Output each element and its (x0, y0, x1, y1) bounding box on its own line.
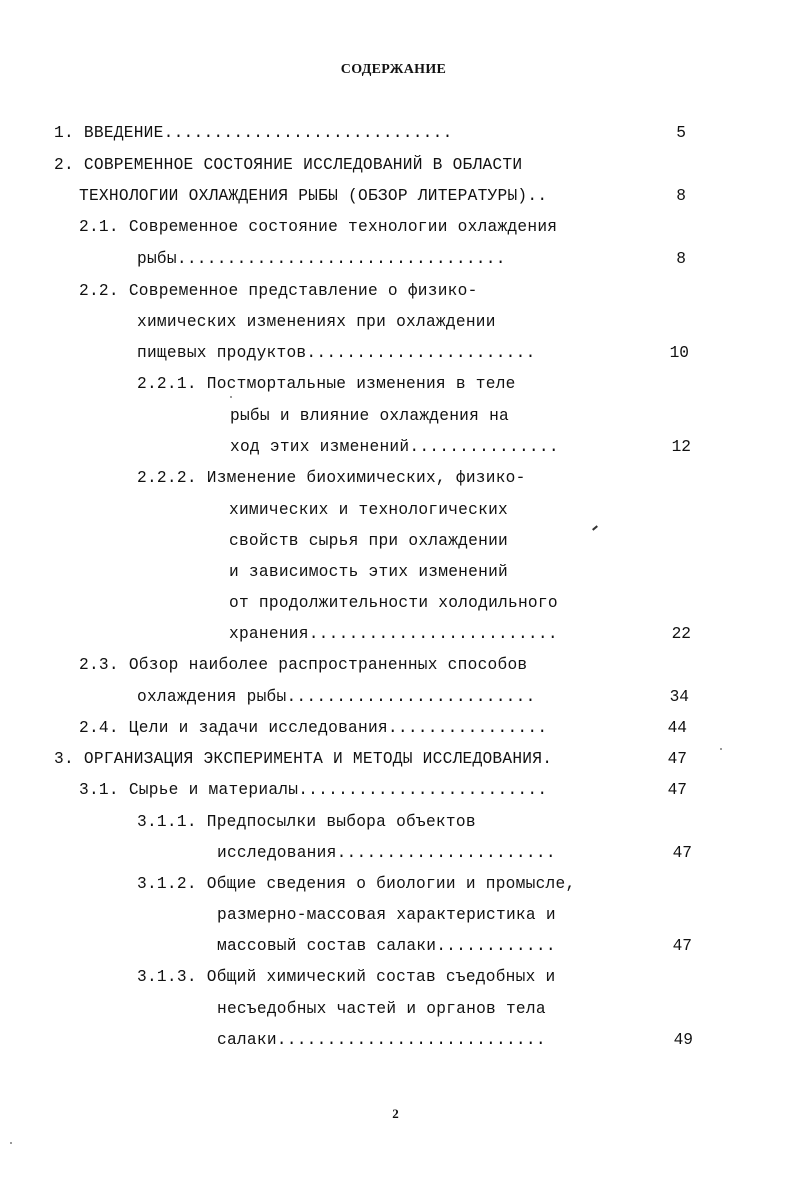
toc-line-3-1: 3.1. Сырье и материалы......................... (79, 781, 548, 799)
toc-line-2-4: 2.4. Цели и задачи исследования................ (79, 719, 548, 737)
toc-line-3-1-3-cont: салаки........................... (217, 1031, 546, 1049)
toc-page-number: 47 (672, 937, 692, 955)
toc-page-number: 44 (667, 719, 687, 737)
toc-line-2-2-2-cont: от продолжительности холодильного (229, 594, 558, 612)
toc-line-chapter-2-cont: ТЕХНОЛОГИИ ОХЛАЖДЕНИЯ РЫБЫ (ОБЗОР ЛИТЕРАТУРЫ).. (79, 187, 548, 205)
toc-line-2-2-cont: химических изменениях при охлаждении (137, 313, 496, 331)
scan-speck (10, 1142, 12, 1144)
toc-page-number: 47 (667, 781, 687, 799)
toc-page-number: 47 (672, 844, 692, 862)
toc-line-3-1-2-cont: массовый состав салаки............ (217, 937, 556, 955)
scan-speck (230, 396, 232, 398)
toc-page-number: 47 (667, 750, 687, 768)
toc-line-2-2-1: 2.2.1. Постмортальные изменения в теле (137, 375, 516, 393)
page-title: СОДЕРЖАНИЕ (340, 62, 447, 77)
toc-page-number: 10 (669, 344, 689, 362)
toc-line-2-2-1-cont: ход этих изменений............... (230, 438, 559, 456)
toc-page-number: 12 (671, 438, 691, 456)
toc-line-2-2-2: 2.2.2. Изменение биохимических, физико- (137, 469, 526, 487)
toc-line-2-3: 2.3. Обзор наиболее распространенных способов (79, 656, 528, 674)
scan-mark (592, 525, 598, 530)
toc-line-2-2-2-cont: свойств сырья при охлаждении (229, 532, 508, 550)
toc-page-number: 22 (671, 625, 691, 643)
toc-line-2-1-cont: рыбы................................. (137, 250, 506, 268)
toc-line-2-2-2-cont: и зависимость этих изменений (229, 563, 508, 581)
toc-line-3-1-1-cont: исследования...................... (217, 844, 556, 862)
page-number: 2 (392, 1106, 399, 1121)
toc-line-3-1-1: 3.1.1. Предпосылки выбора объектов (137, 813, 476, 831)
toc-line-introduction: 1. ВВЕДЕНИЕ............................. (54, 124, 453, 142)
toc-page-number: 8 (676, 250, 686, 268)
toc-page-number: 34 (669, 688, 689, 706)
toc-line-2-2: 2.2. Современное представление о физико- (79, 282, 478, 300)
toc-line-2-1: 2.1. Современное состояние технологии охлаждения (79, 218, 558, 236)
toc-line-2-2-2-cont: хранения......................... (229, 625, 558, 643)
toc-line-3-1-2: 3.1.2. Общие сведения о биологии и промысле, (137, 875, 576, 893)
toc-line-chapter-3: 3. ОРГАНИЗАЦИЯ ЭКСПЕРИМЕНТА И МЕТОДЫ ИССЛЕДОВАНИЯ. (54, 750, 553, 768)
toc-line-3-1-3-cont: несъедобных частей и органов тела (217, 1000, 546, 1018)
toc-line-2-2-1-cont: рыбы и влияние охлаждения на (230, 407, 509, 425)
toc-page-number: 5 (676, 124, 686, 142)
toc-line-3-1-2-cont: размерно-массовая характеристика и (217, 906, 556, 924)
toc-line-2-2-2-cont: химических и технологических (229, 501, 508, 519)
toc-page-number: 8 (676, 187, 686, 205)
toc-line-chapter-2: 2. СОВРЕМЕННОЕ СОСТОЯНИЕ ИССЛЕДОВАНИЙ В ОБЛАСТИ (54, 156, 523, 174)
toc-page-number: 49 (673, 1031, 693, 1049)
scan-speck (720, 748, 722, 750)
toc-line-3-1-3: 3.1.3. Общий химический состав съедобных и (137, 968, 556, 986)
toc-line-2-3-cont: охлаждения рыбы......................... (137, 688, 536, 706)
toc-line-2-2-cont: пищевых продуктов....................... (137, 344, 536, 362)
